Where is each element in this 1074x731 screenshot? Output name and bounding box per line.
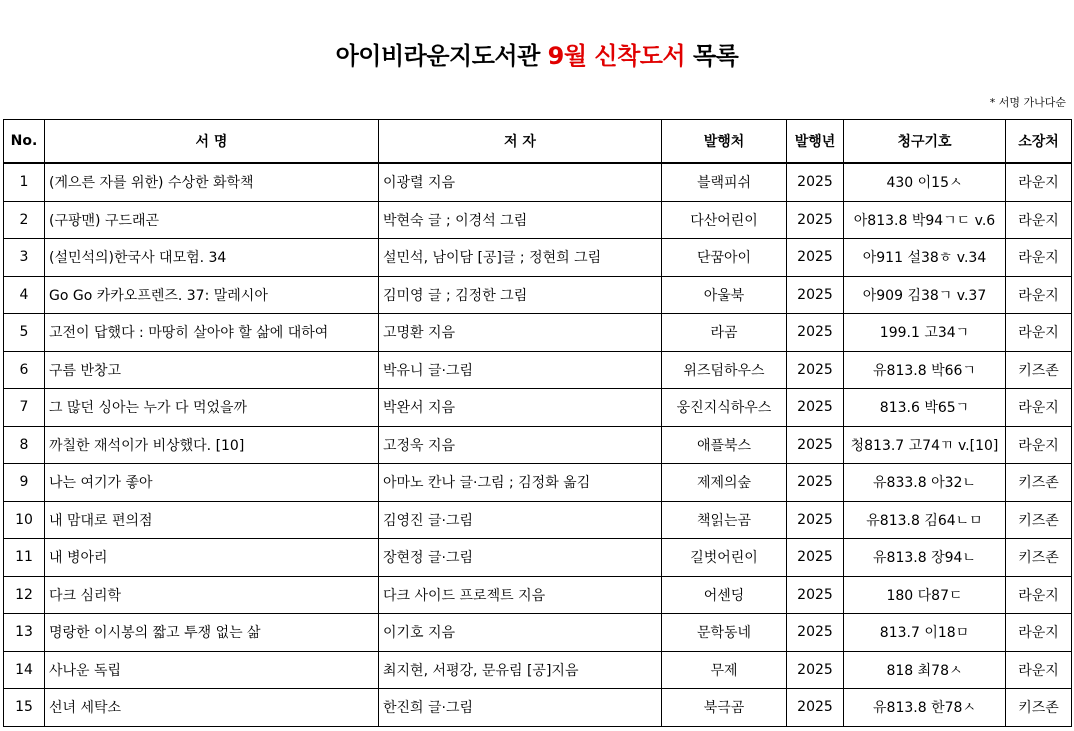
table-row [4,539,1072,577]
cell-location: 라운지 [1006,389,1072,427]
cell-no: 3 [4,239,45,277]
cell-publisher: 무제 [662,651,787,689]
column-header-year: 발행년 [787,120,844,164]
cell-author: 김미영 글 ; 김정한 그림 [379,276,662,314]
cell-title: 선녀 세탁소 [45,689,379,727]
column-header-title: 서 명 [45,120,379,164]
cell-call-number: 유833.8 아32ㄴ [844,464,1006,502]
table-row [4,426,1072,464]
cell-publisher: 북극곰 [662,689,787,727]
cell-location: 라운지 [1006,163,1072,201]
table-row [4,651,1072,689]
cell-title: 구름 반창고 [45,351,379,389]
cell-no: 13 [4,614,45,652]
cell-location: 키즈존 [1006,501,1072,539]
cell-author: 이기호 지음 [379,614,662,652]
cell-location: 키즈존 [1006,351,1072,389]
cell-title: (설민석의)한국사 대모험. 34 [45,239,379,277]
cell-call-number: 813.7 이18ㅁ [844,614,1006,652]
table-row [4,163,1072,201]
cell-title: 내 병아리 [45,539,379,577]
cell-no: 10 [4,501,45,539]
table-row [4,351,1072,389]
cell-publisher: 문학동네 [662,614,787,652]
table-row [4,314,1072,352]
column-header-call-number: 청구기호 [844,120,1006,164]
cell-call-number: 아911 설38ㅎ v.34 [844,239,1006,277]
cell-no: 9 [4,464,45,502]
table-row [4,389,1072,427]
cell-title: 까칠한 재석이가 비상했다. [10] [45,426,379,464]
cell-publisher: 블랙피쉬 [662,163,787,201]
cell-author: 박현숙 글 ; 이경석 그림 [379,201,662,239]
cell-title: 사나운 독립 [45,651,379,689]
cell-publisher: 아울북 [662,276,787,314]
cell-no: 12 [4,576,45,614]
cell-title: 나는 여기가 좋아 [45,464,379,502]
cell-no: 8 [4,426,45,464]
cell-year: 2025 [787,576,844,614]
cell-year: 2025 [787,351,844,389]
cell-call-number: 180 다87ㄷ [844,576,1006,614]
cell-call-number: 청813.7 고74ㄲ v.[10] [844,426,1006,464]
cell-location: 키즈존 [1006,689,1072,727]
cell-author: 아마노 칸나 글·그림 ; 김정화 옮김 [379,464,662,502]
cell-no: 14 [4,651,45,689]
cell-location: 라운지 [1006,576,1072,614]
cell-author: 최지현, 서평강, 문유림 [공]지음 [379,651,662,689]
table-row [4,276,1072,314]
cell-call-number: 아909 김38ㄱ v.37 [844,276,1006,314]
cell-publisher: 라곰 [662,314,787,352]
cell-year: 2025 [787,276,844,314]
cell-title: Go Go 카카오프렌즈. 37: 말레시아 [45,276,379,314]
cell-call-number: 818 최78ㅅ [844,651,1006,689]
cell-publisher: 어센딩 [662,576,787,614]
table-row [4,201,1072,239]
title-suffix: 목록 [692,42,739,70]
cell-year: 2025 [787,201,844,239]
cell-author: 김영진 글·그림 [379,501,662,539]
cell-no: 7 [4,389,45,427]
cell-call-number: 아813.8 박94ㄱㄷ v.6 [844,201,1006,239]
cell-location: 키즈존 [1006,464,1072,502]
cell-year: 2025 [787,239,844,277]
cell-no: 1 [4,163,45,201]
title-prefix: 아이비라운지도서관 [335,42,540,70]
title-accent: 9월 신착도서 [547,42,686,70]
cell-location: 라운지 [1006,239,1072,277]
cell-year: 2025 [787,501,844,539]
cell-year: 2025 [787,464,844,502]
cell-no: 15 [4,689,45,727]
new-books-table [3,119,1072,727]
sort-note: * 서명 가나다순 [989,96,1066,109]
cell-call-number: 430 이15ㅅ [844,163,1006,201]
cell-publisher: 애플북스 [662,426,787,464]
table-row [4,239,1072,277]
cell-no: 11 [4,539,45,577]
cell-no: 2 [4,201,45,239]
cell-year: 2025 [787,651,844,689]
cell-author: 한진희 글·그림 [379,689,662,727]
cell-call-number: 유813.8 한78ㅅ [844,689,1006,727]
cell-year: 2025 [787,389,844,427]
cell-call-number: 유813.8 박66ㄱ [844,351,1006,389]
cell-author: 다크 사이드 프로젝트 지음 [379,576,662,614]
cell-author: 장현정 글·그림 [379,539,662,577]
cell-publisher: 웅진지식하우스 [662,389,787,427]
cell-author: 고명환 지음 [379,314,662,352]
cell-title: 다크 심리학 [45,576,379,614]
cell-author: 박유니 글·그림 [379,351,662,389]
cell-title: (구팡맨) 구드래곤 [45,201,379,239]
cell-year: 2025 [787,163,844,201]
cell-call-number: 유813.8 장94ㄴ [844,539,1006,577]
cell-author: 고정욱 지음 [379,426,662,464]
cell-call-number: 199.1 고34ㄱ [844,314,1006,352]
cell-year: 2025 [787,539,844,577]
table-row [4,464,1072,502]
column-header-author: 저 자 [379,120,662,164]
page-title [0,36,1074,71]
cell-location: 라운지 [1006,614,1072,652]
table-row [4,614,1072,652]
cell-no: 6 [4,351,45,389]
table-row [4,689,1072,727]
cell-author: 박완서 지음 [379,389,662,427]
cell-publisher: 단꿈아이 [662,239,787,277]
cell-location: 라운지 [1006,651,1072,689]
cell-call-number: 유813.8 김64ㄴㅁ [844,501,1006,539]
cell-location: 라운지 [1006,426,1072,464]
cell-title: 그 많던 싱아는 누가 다 먹었을까 [45,389,379,427]
table-row [4,501,1072,539]
table-row [4,576,1072,614]
cell-location: 라운지 [1006,314,1072,352]
cell-location: 라운지 [1006,276,1072,314]
table-header-row [4,120,1072,164]
cell-title: 내 맘대로 편의점 [45,501,379,539]
cell-no: 4 [4,276,45,314]
cell-publisher: 다산어린이 [662,201,787,239]
cell-location: 라운지 [1006,201,1072,239]
cell-author: 설민석, 남이담 [공]글 ; 정현희 그림 [379,239,662,277]
cell-publisher: 길벗어린이 [662,539,787,577]
cell-no: 5 [4,314,45,352]
cell-year: 2025 [787,314,844,352]
cell-publisher: 책읽는곰 [662,501,787,539]
cell-author: 이광렬 지음 [379,163,662,201]
cell-year: 2025 [787,426,844,464]
cell-location: 키즈존 [1006,539,1072,577]
column-header-publisher: 발행처 [662,120,787,164]
cell-title: 명랑한 이시봉의 짧고 투쟁 없는 삶 [45,614,379,652]
cell-year: 2025 [787,614,844,652]
cell-call-number: 813.6 박65ㄱ [844,389,1006,427]
cell-publisher: 제제의숲 [662,464,787,502]
cell-title: 고전이 답했다 : 마땅히 살아야 할 삶에 대하여 [45,314,379,352]
cell-year: 2025 [787,689,844,727]
column-header-no: No. [4,120,45,164]
cell-publisher: 위즈덤하우스 [662,351,787,389]
column-header-location: 소장처 [1006,120,1072,164]
cell-title: (게으른 자를 위한) 수상한 화학책 [45,163,379,201]
